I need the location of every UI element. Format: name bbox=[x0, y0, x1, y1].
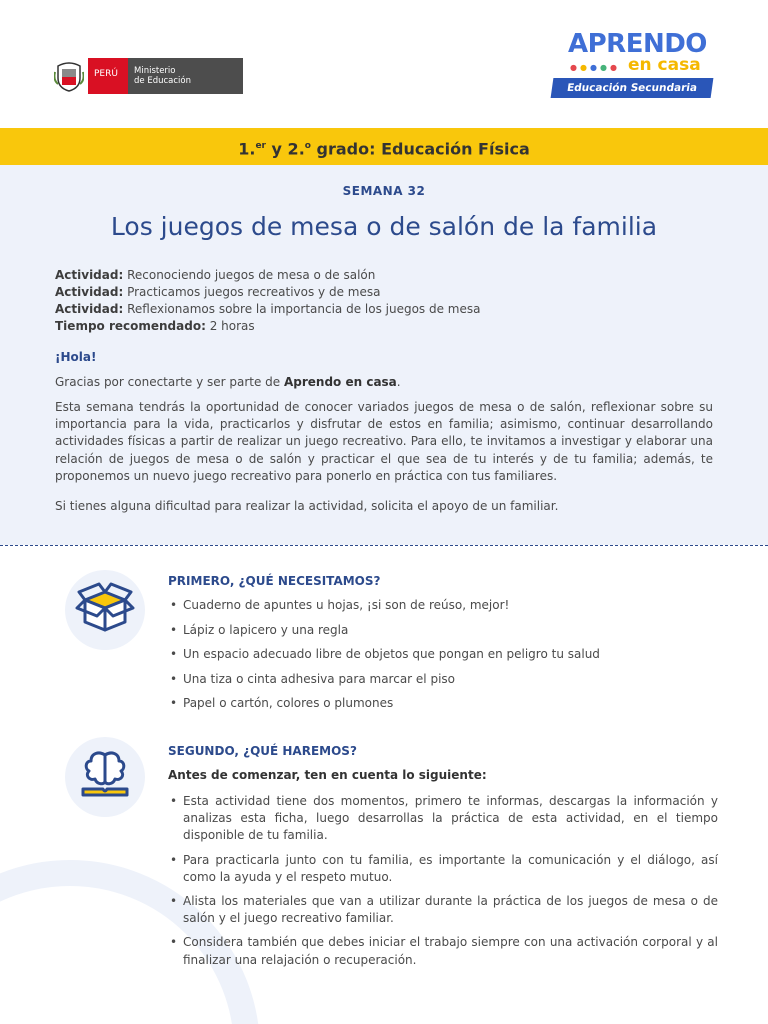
activity-list bbox=[55, 267, 715, 335]
list-item: • Cuaderno de apuntes u hojas, ¡si son de reúso, mejor! bbox=[168, 598, 718, 623]
section-heading-needs: PRIMERO, ¿QUÉ NECESITAMOS? bbox=[168, 574, 381, 588]
section-heading-plan: SEGUNDO, ¿QUÉ HAREMOS? bbox=[168, 744, 357, 758]
list-item: • Considera también que debes iniciar el trabajo siempre con una activación corporal y al finalizar una relajación o recuperación. bbox=[168, 934, 718, 968]
list-item: • Esta actividad tiene dos momentos, primero te informas, descargas la información y analizas esta ficha, luego desarrollas la práctica de esta actividad, en el tiempo disponible de tu familia. bbox=[168, 793, 718, 845]
plan-list bbox=[168, 793, 718, 976]
meta-row: Actividad: Reflexionamos sobre la importancia de los juegos de mesa bbox=[55, 302, 481, 316]
coat-of-arms-icon bbox=[54, 60, 84, 92]
list-item: • Lápiz o lapicero y una regla bbox=[168, 623, 718, 648]
list-item: • Una tiza o cinta adhesiva para marcar el piso bbox=[168, 672, 718, 697]
list-item: • Papel o cartón, colores o plumones bbox=[168, 696, 718, 721]
page-title: Los juegos de mesa o de salón de la familia bbox=[110, 212, 658, 241]
aprendo-en-casa-logo bbox=[568, 30, 718, 102]
list-item: • Para practicarla junto con tu familia, es importante la comunicación y el diálogo, así como la ayuda y el respeto mutuo. bbox=[168, 852, 718, 886]
dashed-divider bbox=[0, 545, 768, 546]
brain-book-icon bbox=[65, 737, 145, 817]
grade-bar: 1.$^{er}$ y 2.$^o$ grado: Educación Física bbox=[0, 128, 768, 165]
color-dots: ●●●●● bbox=[570, 63, 620, 72]
list-item: • Un espacio adecuado libre de objetos que pongan en peligro tu salud bbox=[168, 647, 718, 672]
header bbox=[0, 0, 768, 128]
brand-ribbon: Educación Secundaria bbox=[551, 78, 714, 98]
peru-logo: PERÚ bbox=[88, 58, 128, 94]
ministry-line-2: de Educación bbox=[134, 76, 191, 86]
meta-row: Actividad: Practicamos juegos recreativos y de mesa bbox=[55, 285, 381, 299]
thanks-line: Gracias por conectarte y ser parte de Aprendo en casa. bbox=[55, 375, 401, 389]
section-subheading: Antes de comenzar, ten en cuenta lo siguiente: bbox=[168, 768, 487, 782]
meta-row: Tiempo recomendado: 2 horas bbox=[55, 319, 255, 333]
meta-row: Actividad: Reconociendo juegos de mesa o de salón bbox=[55, 268, 376, 282]
support-paragraph: Si tienes alguna dificultad para realizar la actividad, solicita el apoyo de un familiar. bbox=[55, 499, 559, 513]
brand-title: APRENDO bbox=[568, 29, 707, 59]
needs-list bbox=[168, 598, 718, 721]
open-box-icon bbox=[65, 570, 145, 650]
ministry-line-1: Ministerio bbox=[134, 66, 176, 76]
week-label: SEMANA 32 bbox=[342, 184, 426, 198]
brand-sub: en casa bbox=[628, 55, 701, 75]
ministry-logo bbox=[128, 58, 243, 94]
greeting: ¡Hola! bbox=[55, 350, 97, 364]
intro-paragraph: Esta semana tendrás la oportunidad de conocer variados juegos de mesa o de salón, reflexionar sobre su importancia para la vida, practicarlos y disfrutar de estos en familia; asimismo, continuar desarrollando actividades físicas a partir de realizar un juego recreativo. Para ello, te invitamos a investigar y elaborar una relación de juegos de mesa o de salón y practicar el que sea de tu interés y de tu familia; además, te proponemos un nuevo juego recreativo para ponerlo en práctica con tus familiares. bbox=[55, 400, 713, 483]
list-item: • Alista los materiales que van a utilizar durante la práctica de los juegos de mesa o de salón y el juego recreativo familiar. bbox=[168, 893, 718, 927]
